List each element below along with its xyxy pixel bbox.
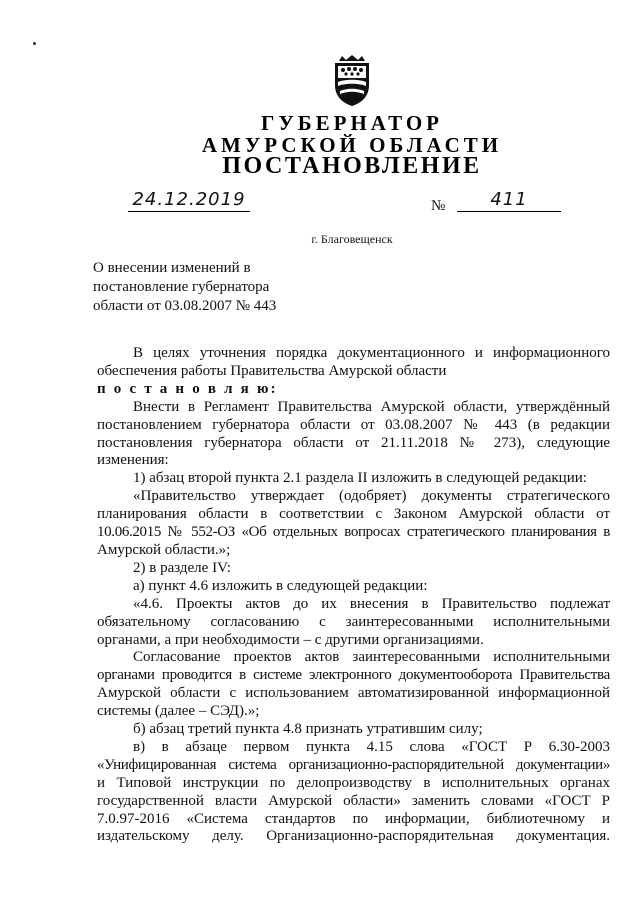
body-line: Амурской области.»;: [97, 541, 231, 558]
body-line: органами проводится в системе электронного документооборота Правительства: [97, 667, 610, 684]
body-line: 2) в разделе IV:: [133, 559, 231, 576]
document-number: 411: [457, 189, 561, 212]
body-line: изменения:: [97, 452, 169, 469]
document-body: [97, 345, 610, 846]
document-subject: [93, 259, 276, 316]
header-title-region: АМУРСКОЙ ОБЛАСТИ: [201, 133, 503, 157]
body-line: Согласование проектов актов заинтересованными исполнительными: [133, 649, 610, 666]
body-line: «Правительство утверждает (одобряет) документы стратегического: [133, 488, 610, 505]
scan-speck: [33, 42, 36, 45]
body-line: б) абзац третий пункта 4.8 признать утратившим силу;: [133, 721, 483, 738]
body-line: системы (далее – СЭД).»;: [97, 703, 260, 720]
body-line: В целях уточнения порядка документационного и информационного: [133, 345, 610, 361]
body-line: «Унифицированная система организационно-распорядительной документации»: [97, 756, 610, 773]
subject-line: постановление губернатора: [93, 279, 270, 295]
body-line: «4.6. Проекты актов до их внесения в Правительство подлежат: [133, 595, 610, 612]
subject-line: О внесении изменений в: [93, 260, 251, 276]
body-line: 1) абзац второй пункта 2.1 раздела II изложить в следующей редакции:: [133, 470, 587, 487]
body-line: 10.06.2015 № 552-ОЗ «Об отдельных вопросах стратегического планирования в: [97, 524, 610, 541]
city-line: г. Благовещенск: [311, 232, 393, 246]
header-title-resolution: ПОСТАНОВЛЕНИЕ: [222, 153, 482, 179]
body-line: постановлением губернатора области от 03.08.2007 № 443 (в редакции: [97, 416, 610, 433]
body-line-resolve: п о с т а н о в л я ю:: [97, 380, 278, 397]
body-line: органами, а при необходимости – с другими организациями.: [97, 631, 484, 648]
subject-line: области от 03.08.2007 № 443: [93, 298, 277, 314]
number-sign: №: [431, 198, 446, 214]
body-line: обеспечения работы Правительства Амурской области: [97, 362, 447, 379]
body-line: издательскому делу. Организационно-распорядительная документация.: [97, 828, 610, 845]
body-line: государственной власти Амурской области» заменить словами «ГОСТ Р: [97, 792, 610, 809]
document-date: 24.12.2019: [128, 189, 250, 212]
body-line: Амурской области с использованием автоматизированной информационной: [97, 685, 610, 702]
body-line: и Типовой инструкции по делопроизводству в исполнительных органах: [97, 774, 610, 791]
header-title-governor: ГУБЕРНАТОР: [260, 111, 444, 135]
body-line: постановления губернатора области от 21.11.2018 № 273), следующие: [97, 434, 610, 451]
body-line: в) в абзаце первом пункта 4.15 слова «ГОСТ Р 6.30-2003: [133, 738, 610, 755]
body-line: 7.0.97-2016 «Система стандартов по информации, библиотечному и: [97, 810, 610, 827]
body-line: обязательному согласованию с заинтересованными исполнительными: [97, 613, 610, 630]
body-line: Внести в Регламент Правительства Амурской области, утверждённый: [133, 398, 610, 415]
body-line: планирования области в соответствии с Законом Амурской области от: [97, 506, 610, 523]
amur-region-coat-of-arms-icon: [329, 55, 375, 107]
body-line: а) пункт 4.6 изложить в следующей редакции:: [133, 577, 428, 594]
